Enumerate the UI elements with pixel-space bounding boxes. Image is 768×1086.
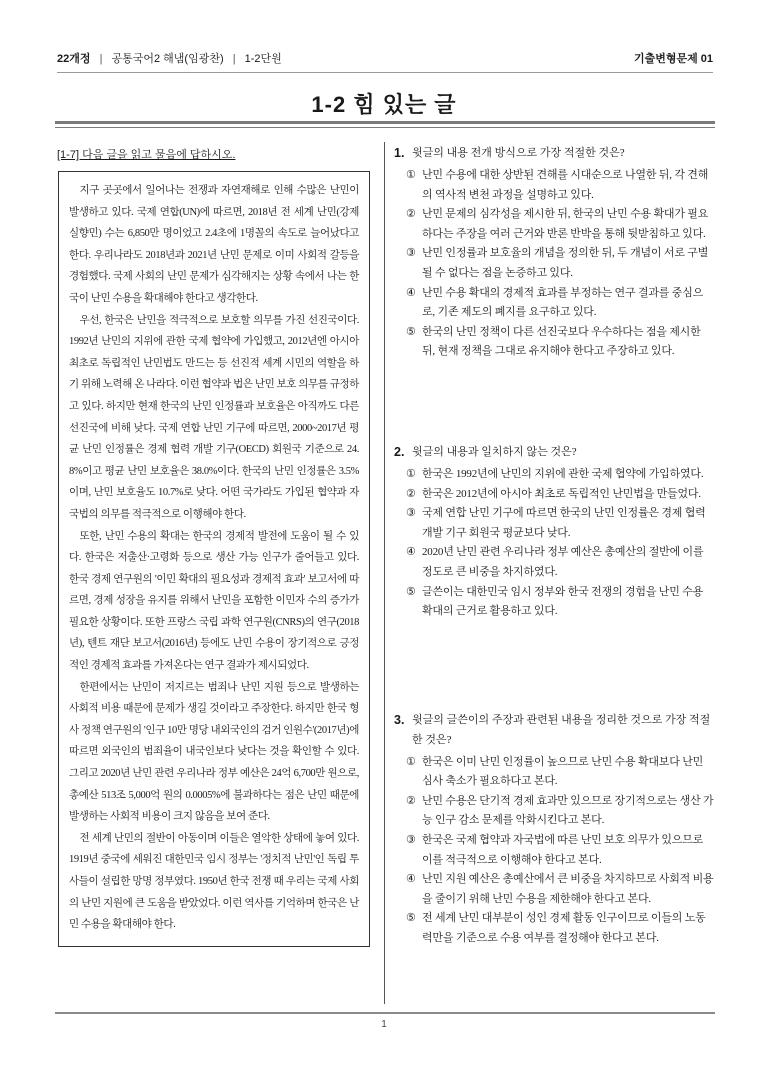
option-number: ⑤ <box>406 325 416 338</box>
option-number: ② <box>406 208 416 221</box>
page-title: 1-2 힘 있는 글 <box>311 92 457 117</box>
question-list <box>394 143 714 949</box>
option-number: ① <box>406 755 416 768</box>
answer-option <box>406 909 714 948</box>
option-text: 난민 수용은 단기적 경제 효과만 있으므로 장기적으로는 생산 가능 인구 감소 문제를 악화시킨다고 본다. <box>422 794 714 827</box>
answer-option <box>406 792 714 831</box>
answer-options <box>394 166 714 362</box>
option-text: 한국의 난민 정책이 다른 선진국보다 우수하다는 점을 제시한 뒤, 현재 정책을 그대로 유지해야 한다고 주장하고 있다. <box>422 325 701 358</box>
option-text: 한국은 2012년에 아시아 최초로 독립적인 난민법을 만들었다. <box>422 487 701 500</box>
question-2 <box>394 442 714 622</box>
header-edition: 22개정 <box>57 53 91 65</box>
option-text: 한국은 이미 난민 인정률이 높으므로 난민 수용 확대보다 난민 심사 축소가 필요하다고 본다. <box>422 755 704 788</box>
passage-paragraph: 우선, 한국은 난민을 적극적으로 보호할 의무를 가진 선진국이다. 1992년 난민의 지위에 관한 국제 협약에 가입했고, 2012년엔 아시아 최초로 독립적인 난민법도 만드는 등 선진적 세계 시민의 역할을 하기 위해 노력해 온 나라다. 이런 협약과 법은 난민 보호 의무를 규정하고 있다. 하지만 현재 한국의 난민 인정률과 보호율은 아직까도 다른 선진국에 비해 낮다. 국제 연합 난민 기구에 따르면, 2000~2017년 평균 난민 인정률은 경제 협력 개발 기구(OECD) 회원국 기준으로 24.8%이고 평균 난민 보호율은 38.0%이다. 한국의 난민 인정률은 3.5%이며, 난민 보호율도 10.7%로 낮다. 어떤 국가라도 가입된 협약과 자국법의 의무를 적극적으로 이행해야 한다. <box>69 314 359 520</box>
question-number: 3. <box>394 712 405 727</box>
answer-option <box>406 583 714 622</box>
answer-option <box>406 504 714 543</box>
question-number: 1. <box>394 146 405 160</box>
question-instruction: [1-7] 다음 글을 읽고 물음에 답하시오. <box>57 149 236 161</box>
answer-options <box>394 753 714 949</box>
question-stem: 윗글의 내용 전개 방식으로 가장 적절한 것은? <box>412 147 625 159</box>
option-text: 한국은 1992년에 난민의 지위에 관한 국제 협약에 가입하였다. <box>422 467 704 480</box>
answer-option <box>406 485 714 505</box>
question-3 <box>394 710 714 949</box>
page-number: 1 <box>381 1019 387 1030</box>
option-text: 글쓴이는 대한민국 임시 정부와 한국 전쟁의 경험을 난민 수용 확대의 근거로 활용하고 있다. <box>422 585 704 618</box>
header-subject: 공통국어2 해냄(임광찬) <box>111 53 224 65</box>
title-divider <box>55 121 715 128</box>
option-number: ④ <box>406 546 416 559</box>
option-text: 2020년 난민 관련 우리나라 정부 예산은 총예산의 절반에 이를 정도로 큰 비중을 차지하였다. <box>422 546 704 578</box>
header-left <box>57 50 288 66</box>
answer-option <box>406 831 714 870</box>
answer-option <box>406 870 714 909</box>
answer-option <box>406 753 714 792</box>
option-text: 난민 지원 예산은 총예산에서 큰 비중을 차지하므로 사회적 비용을 줄이기 위해 난민 수용을 제한해야 한다고 본다. <box>422 873 714 905</box>
option-text: 난민 인정률과 보호율의 개념을 정의한 뒤, 두 개념이 서로 구별될 수 없다는 점을 논증하고 있다. <box>422 247 709 279</box>
passage-paragraph: 한편에서는 난민이 저지르는 범죄나 난민 지원 등으로 발생하는 사회적 비용 때문에 문제가 생길 것이라고 주장한다. 하지만 한국 형사 정책 연구원의 '인구 10만 명당 내외국인의 검거 인원수'(2017년)에 따르면 외국인의 범죄율이 내국인보다 낮다는 것을 확인할 수 있다. 그리고 2020년 난민 관련 우리나라 정부 예산은 24억 6,700만 원으로, 총예산 513조 5,000억 원의 0.0005%에 불과하다는 점은 난민 때문에 발생하는 사회적 비용이 크지 않음을 보여 준다. <box>69 681 359 823</box>
column-divider <box>384 142 385 1004</box>
page-header <box>57 50 713 73</box>
option-number: ④ <box>406 286 416 299</box>
option-number: ③ <box>406 507 416 520</box>
answer-option <box>406 323 714 362</box>
answer-option <box>406 205 714 244</box>
question-stem: 윗글의 글쓴이의 주장과 관련된 내용을 정리한 것으로 가장 적절한 것은? <box>412 713 711 746</box>
footer-divider <box>55 1012 715 1014</box>
option-number: ⑤ <box>406 585 416 598</box>
option-number: ② <box>406 487 416 500</box>
question-number: 2. <box>394 444 405 459</box>
answer-option <box>406 166 714 205</box>
answer-option <box>406 465 714 485</box>
header-separator: | <box>232 53 236 65</box>
answer-option <box>406 543 714 582</box>
header-unit: 1-2단원 <box>244 53 282 65</box>
question-stem-row <box>394 442 714 462</box>
answer-option <box>406 284 714 323</box>
passage-paragraph: 지구 곳곳에서 일어나는 전쟁과 자연재해로 인해 수많은 난민이 발생하고 있다. 국제 연합(UN)에 따르면, 2018년 전 세계 난민(강제 실향민) 수는 6,850만 명이었고 2.4초에 1명꼴의 속도로 늘어났다고 한다. 우리나라도 2018년과 2021년 난민 문제로 이미 사회적 갈등을 경험했다. 국제 사회의 난민 문제가 심각해지는 상황 속에서 나는 한국이 난민 수용을 확대해야 한다고 생각한다. <box>69 185 359 304</box>
header-separator: | <box>99 53 103 65</box>
header-right-label: 기출변형문제 01 <box>633 53 713 65</box>
answer-options <box>394 465 714 622</box>
question-stem-row <box>394 143 714 163</box>
option-number: ⑤ <box>406 912 416 925</box>
option-number: ③ <box>406 247 416 260</box>
option-text: 한국은 국제 협약과 자국법에 따른 난민 보호 의무가 있으므로 이를 적극적으로 이행해야 한다고 본다. <box>422 834 704 866</box>
option-number: ① <box>406 467 416 480</box>
option-text: 전 세계 난민 대부분이 성인 경제 활동 인구이므로 이들의 노동력만을 기준으로 수용 여부를 결정해야 한다고 본다. <box>422 912 706 945</box>
reading-passage <box>58 171 370 947</box>
passage-paragraph: 전 세계 난민의 절반이 아동이며 이들은 열악한 상태에 놓여 있다. 1919년 중국에 세워진 대한민국 임시 정부는 '정치적 난민'인 독립 투사들이 설립한 망명 정부였다. 1950년 한국 전쟁 때 우리는 국제 사회의 난민 지원에 큰 도움을 받았었다. 이런 역사를 기억하며 한국은 난민 수용을 확대해야 한다. <box>69 832 359 931</box>
option-number: ① <box>406 169 416 181</box>
option-number: ④ <box>406 873 416 886</box>
question-1 <box>394 143 714 362</box>
option-text: 난민 문제의 심각성을 제시한 뒤, 한국의 난민 수용 확대가 필요하다는 주장을 여러 근거와 반론 반박을 통해 뒷받침하고 있다. <box>422 208 709 240</box>
question-stem-row <box>394 710 714 750</box>
option-text: 난민 수용에 대한 상반된 견해를 시대순으로 나열한 뒤, 각 견해의 역사적 변천 과정을 설명하고 있다. <box>422 169 709 201</box>
passage-paragraph: 또한, 난민 수용의 확대는 한국의 경제적 발전에 도움이 될 수 있다. 한국은 저출산·고령화 등으로 생산 가능 인구가 줄어들고 있다. 한국 경제 연구원의 '이민 확대의 필요성과 경제적 효과' 보고서에 따르면, 경제 성장을 유지를 위해서 난민을 포함한 이민자 수의 증가가 필요한 상황이다. 또한 프랑스 국립 과학 연구원(CNRS)의 연구(2018년), 텐트 재단 보고서(2016년) 등에도 난민 수용이 장기적으로 긍정적인 경제적 효과를 가져온다는 연구 결과가 제시되었다. <box>69 530 359 672</box>
option-number: ② <box>406 794 416 807</box>
option-text: 국제 연합 난민 기구에 따르면 한국의 난민 인정률은 경제 협력 개발 기구 회원국 평균보다 낮다. <box>422 507 706 539</box>
option-number: ③ <box>406 834 416 847</box>
answer-option <box>406 244 714 283</box>
question-stem: 윗글의 내용과 일치하지 않는 것은? <box>412 445 577 458</box>
option-text: 난민 수용 확대의 경제적 효과를 부정하는 연구 결과를 중심으로, 기존 제도의 폐지를 요구하고 있다. <box>422 286 704 319</box>
